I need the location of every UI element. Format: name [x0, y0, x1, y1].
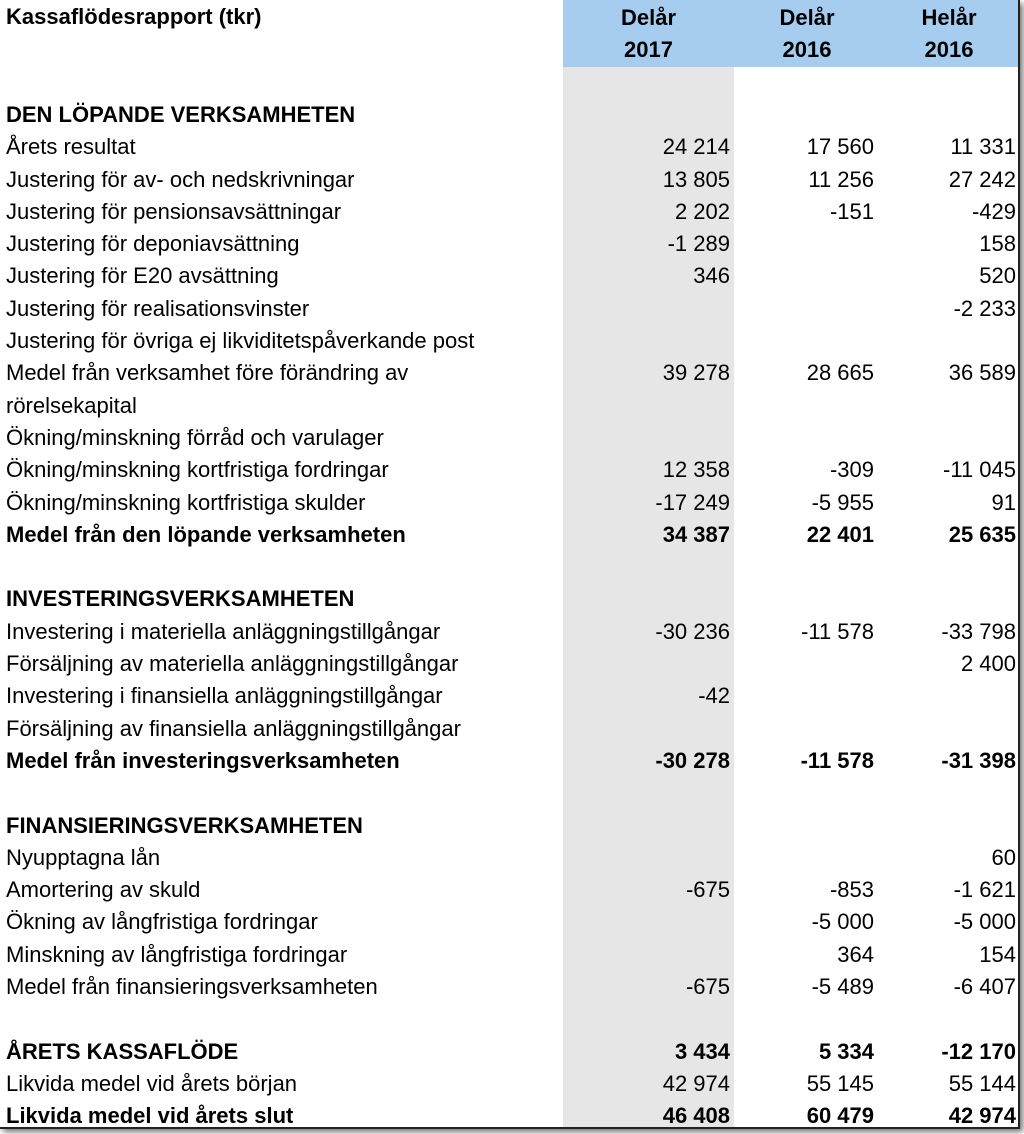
table-row: [0, 906, 1018, 938]
spacer-row: [0, 1003, 1018, 1035]
value-delar-2017: 13 805: [662, 166, 730, 192]
section-heading-row: [0, 99, 1018, 131]
row-label: Justering för pensionsavsättningar: [6, 198, 342, 224]
value-delar-2017: 12 358: [662, 457, 730, 483]
value-delar-2016: 11 256: [808, 166, 874, 192]
row-label: Medel från finansieringsverksamheten: [6, 974, 378, 1000]
row-label: INVESTERINGSVERKSAMHETEN: [6, 586, 355, 612]
value-delar-2016: -309: [829, 457, 874, 483]
row-label: Likvida medel vid årets slut: [6, 1103, 294, 1129]
section-heading-row: [0, 810, 1018, 842]
table-row: [0, 422, 1018, 454]
value-delar-2016: -11 578: [800, 747, 874, 773]
table-row: [0, 680, 1018, 712]
value-helar-2016: 42 974: [948, 1103, 1016, 1129]
cashflow-table: [0, 0, 1018, 66]
value-delar-2016: 55 145: [806, 1070, 874, 1096]
value-helar-2016: -33 798: [941, 618, 1016, 644]
table-row: [0, 228, 1018, 260]
table-row: [0, 325, 1018, 357]
value-delar-2016: -11 578: [801, 618, 874, 644]
value-delar-2016: -151: [829, 198, 874, 224]
table-row: [0, 487, 1018, 519]
value-delar-2017: -675: [685, 877, 730, 903]
row-label: Minskning av långfristiga fordringar: [6, 941, 348, 967]
row-label: Medel från den löpande verksamheten: [6, 521, 406, 547]
section-heading-row: [0, 583, 1018, 615]
table-row: [0, 357, 1018, 422]
table-row: [0, 260, 1018, 292]
value-delar-2016: -853: [829, 877, 874, 903]
value-helar-2016: 11 331: [950, 134, 1016, 160]
value-delar-2016: -5 955: [811, 489, 874, 515]
row-label: Ökning/minskning kortfristiga fordringar: [6, 457, 389, 483]
column-header-delar-2017: Delår 2017: [620, 5, 677, 62]
value-helar-2016: 91: [991, 489, 1016, 515]
value-delar-2017: -30 278: [655, 747, 730, 773]
value-helar-2016: -6 407: [953, 974, 1016, 1000]
row-label: Justering för E20 avsättning: [6, 263, 279, 289]
value-delar-2016: 22 401: [806, 521, 874, 547]
table-row: [0, 196, 1018, 228]
row-label: Likvida medel vid årets början: [6, 1070, 298, 1096]
value-helar-2016: -429: [971, 198, 1016, 224]
table-row: [0, 713, 1018, 745]
value-helar-2016: 520: [979, 263, 1016, 289]
value-delar-2017: -30 236: [655, 618, 730, 644]
table-row: [0, 616, 1018, 648]
column-header-helar-2016: Helår 2016: [921, 5, 977, 62]
column-headers-2016: [734, 0, 1018, 66]
value-delar-2017: 39 278: [662, 360, 730, 386]
value-delar-2016: -5 489: [811, 974, 874, 1000]
value-delar-2017: -17 249: [655, 489, 730, 515]
table-row: [0, 1068, 1018, 1100]
table-row: [0, 648, 1018, 680]
header-row: [0, 0, 1018, 66]
value-helar-2016: 55 144: [948, 1070, 1016, 1096]
value-delar-2016: 28 665: [806, 360, 874, 386]
table-row: [0, 1100, 1018, 1129]
row-label: Medel från verksamhet före förändring av: [6, 360, 409, 386]
table-row: [0, 939, 1018, 971]
row-label: Justering för av- och nedskrivningar: [6, 166, 355, 192]
row-label: Amortering av skuld: [6, 877, 201, 903]
value-delar-2017: 2 202: [674, 198, 730, 224]
value-helar-2016: 2 400: [960, 651, 1016, 677]
value-helar-2016: -11 045: [943, 457, 1016, 483]
value-helar-2016: -31 398: [941, 747, 1016, 773]
spacer-row: [0, 777, 1018, 809]
value-helar-2016: 158: [979, 231, 1016, 257]
value-helar-2016: -12 170: [941, 1038, 1016, 1064]
row-label: Justering för övriga ej likviditetspåverkande post: [6, 328, 475, 354]
value-delar-2017: 42 974: [662, 1070, 730, 1096]
value-delar-2017: 34 387: [662, 521, 730, 547]
row-label: Justering för deponiavsättning: [6, 231, 300, 257]
value-delar-2016: 364: [837, 941, 874, 967]
value-delar-2016: 17 560: [806, 134, 874, 160]
value-helar-2016: 25 635: [948, 521, 1016, 547]
value-delar-2017: 24 214: [662, 134, 730, 160]
value-helar-2016: -5 000: [953, 909, 1016, 935]
table-row: [0, 842, 1018, 874]
spacer-row: [0, 551, 1018, 583]
table-row: [0, 519, 1018, 551]
value-helar-2016: -2 233: [953, 295, 1016, 321]
row-label: Försäljning av materiella anläggningstillgångar: [6, 651, 459, 677]
value-delar-2017: 346: [693, 263, 730, 289]
value-delar-2016: 60 479: [806, 1103, 874, 1129]
table-row: [0, 454, 1018, 486]
value-delar-2017: -1 289: [667, 231, 730, 257]
value-helar-2016: -1 621: [953, 877, 1016, 903]
value-delar-2016: 5 334: [818, 1038, 874, 1064]
row-label: Försäljning av finansiella anläggningstillgångar: [6, 715, 461, 741]
row-label: Medel från investeringsverksamheten: [6, 747, 400, 773]
row-label: FINANSIERINGSVERKSAMHETEN: [6, 812, 363, 838]
table-row: [0, 745, 1018, 777]
table-row: [0, 131, 1018, 163]
row-label: Investering i materiella anläggningstillgångar: [6, 618, 441, 644]
table-row: [0, 164, 1018, 196]
table-body: [0, 99, 1018, 1129]
row-label: ÅRETS KASSAFLÖDE: [6, 1038, 239, 1064]
column-header-delar-2016: Delår 2016: [779, 5, 835, 62]
value-delar-2017: -675: [685, 974, 730, 1000]
table-row: [0, 293, 1018, 325]
value-delar-2017: -42: [698, 683, 730, 709]
value-helar-2016: 154: [979, 941, 1016, 967]
value-delar-2017: 46 408: [662, 1103, 730, 1129]
row-label: Ökning av långfristiga fordringar: [6, 909, 318, 935]
value-helar-2016: 60: [991, 844, 1016, 870]
table-row: [0, 971, 1018, 1003]
value-helar-2016: 36 589: [948, 360, 1016, 386]
value-delar-2016: -5 000: [811, 909, 874, 935]
row-label: Årets resultat: [6, 134, 136, 160]
value-delar-2017: 3 434: [674, 1038, 730, 1064]
row-label: Ökning/minskning förråd och varulager: [6, 424, 384, 450]
value-helar-2016: 27 242: [948, 166, 1016, 192]
row-label: Justering för realisationsvinster: [6, 295, 310, 321]
row-label: DEN LÖPANDE VERKSAMHETEN: [6, 102, 356, 127]
report-title: Kassaflödesrapport (tkr): [6, 4, 262, 29]
row-label: Investering i finansiella anläggningstillgångar: [6, 683, 443, 709]
table-row: [0, 1036, 1018, 1068]
row-label: Nyupptagna lån: [6, 844, 161, 870]
table-row: [0, 874, 1018, 906]
row-label: Ökning/minskning kortfristiga skulder: [6, 489, 366, 515]
row-label-continued: rörelsekapital: [6, 392, 137, 418]
